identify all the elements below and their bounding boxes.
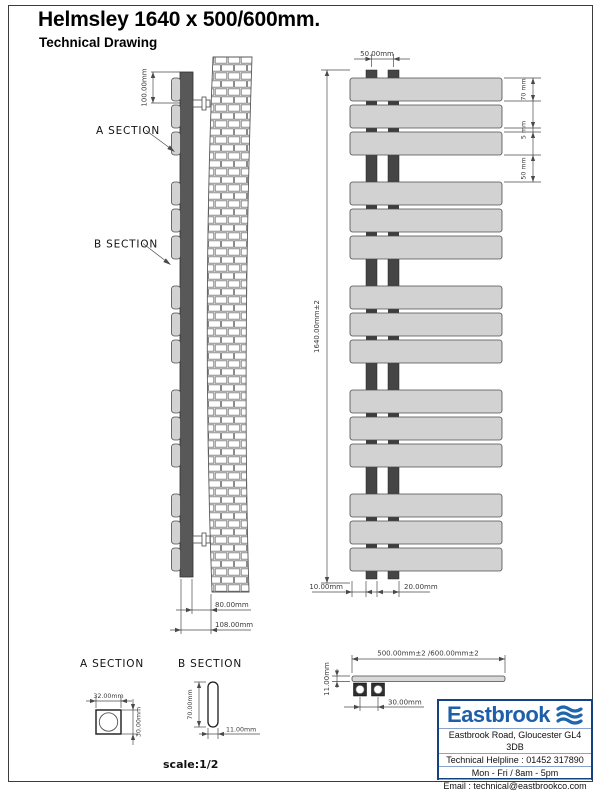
panel-rect <box>172 340 181 363</box>
footer-address: Eastbrook Road, Gloucester GL4 3DB <box>439 728 591 753</box>
panel-rect <box>350 417 502 440</box>
dim-a-height <box>122 699 143 745</box>
page-title: Helmsley 1640 x 500/600mm. <box>38 8 321 31</box>
radiator-body-side <box>180 72 193 577</box>
dim-label: 5 mm <box>520 120 528 140</box>
dim-a-width <box>86 693 132 708</box>
panel-rect <box>350 521 502 544</box>
wall-brick-section <box>207 57 252 592</box>
dim-label: 1640.00mm±2 <box>313 300 321 353</box>
panel-rect <box>350 78 502 101</box>
footer-brand-box <box>437 699 593 791</box>
panel-rect <box>172 105 181 128</box>
panel-rect <box>350 390 502 413</box>
dim-panel-thickness <box>323 662 350 696</box>
dim-pipe-centres-plan <box>344 697 424 711</box>
footer-hours: Mon - Fri / 8am - 5pm <box>439 766 591 779</box>
panel-rect <box>350 286 502 309</box>
dim-overall-height <box>313 70 350 583</box>
flat-panel-section <box>208 682 218 727</box>
front-panels <box>350 78 502 571</box>
dim-label: 11.00mm <box>226 726 257 734</box>
dim-label: 50 mm <box>520 157 528 180</box>
scale-note: scale:1/2 <box>163 758 219 771</box>
panel-rect <box>350 132 502 155</box>
dim-label: 20.00mm <box>404 583 438 591</box>
dim-label: 100.00mm <box>140 68 149 107</box>
panel-strip-plan <box>352 676 505 682</box>
footer-email: Email : technical@eastbrookco.com <box>439 779 591 792</box>
panel-rect <box>172 209 181 232</box>
callout-a-label: A SECTION <box>96 125 160 137</box>
panel-rect <box>350 340 502 363</box>
panel-rect <box>172 444 181 467</box>
dim-b-thickness <box>199 727 260 740</box>
wall-bracket-top <box>193 97 210 110</box>
front-view <box>309 50 541 597</box>
pipe-connections-plan <box>354 683 385 696</box>
section-a-detail <box>80 658 144 745</box>
dim-label: 10.00mm <box>309 583 343 591</box>
dim-pipe-centres-top <box>354 50 410 67</box>
side-view <box>94 57 253 634</box>
panel-rect <box>172 236 181 259</box>
panel-rect <box>172 417 181 440</box>
panel-rect <box>172 494 181 517</box>
dim-label: 80.00mm <box>215 601 249 609</box>
callout-a-section <box>96 125 175 152</box>
dim-label: 50.00mm <box>360 50 394 58</box>
callout-b-label: B SECTION <box>94 238 159 251</box>
footer-helpline: Technical Helpline : 01452 317890 <box>439 753 591 766</box>
panel-rect <box>172 390 181 413</box>
dim-label: 11.00mm <box>323 662 331 696</box>
panel-rect <box>172 182 181 205</box>
section-b-title: B SECTION <box>178 658 243 670</box>
wall-bracket-bottom <box>193 533 210 546</box>
panel-rect <box>172 548 181 571</box>
panel-rect <box>350 444 502 467</box>
callout-b-section <box>94 239 171 266</box>
dim-panel-spacing <box>504 78 541 182</box>
panel-rect <box>350 182 502 205</box>
dim-label: 70.00mm <box>187 689 194 720</box>
panel-rect <box>172 78 181 101</box>
panel-rect <box>350 209 502 232</box>
panel-rect <box>350 548 502 571</box>
dim-label: 500.00mm±2 /600.00mm±2 <box>377 649 479 658</box>
dim-label: 32.00mm <box>93 693 124 700</box>
panel-rect <box>172 521 181 544</box>
dim-label: 30.00mm <box>135 706 143 738</box>
brand-row <box>439 701 591 728</box>
panel-rect <box>172 132 181 155</box>
dim-label: 70 mm <box>520 78 528 101</box>
panel-rect <box>172 313 181 336</box>
panel-rect <box>350 105 502 128</box>
panel-rect <box>350 236 502 259</box>
dim-label: 108.00mm <box>215 621 254 629</box>
dim-b-height <box>187 682 206 727</box>
eastbrook-logo-text: Eastbrook <box>446 701 551 727</box>
panel-rect <box>350 494 502 517</box>
eastbrook-waves-icon <box>557 705 583 725</box>
dim-label: 30.00mm <box>388 698 422 707</box>
dim-width-options <box>352 650 505 674</box>
page-subtitle: Technical Drawing <box>39 35 158 50</box>
dim-bottom-pipes <box>309 581 438 597</box>
section-a-title: A SECTION <box>80 658 144 670</box>
panel-rect <box>172 286 181 309</box>
side-view-panels <box>172 78 181 571</box>
panel-rect <box>350 313 502 336</box>
section-b-detail <box>178 658 260 739</box>
